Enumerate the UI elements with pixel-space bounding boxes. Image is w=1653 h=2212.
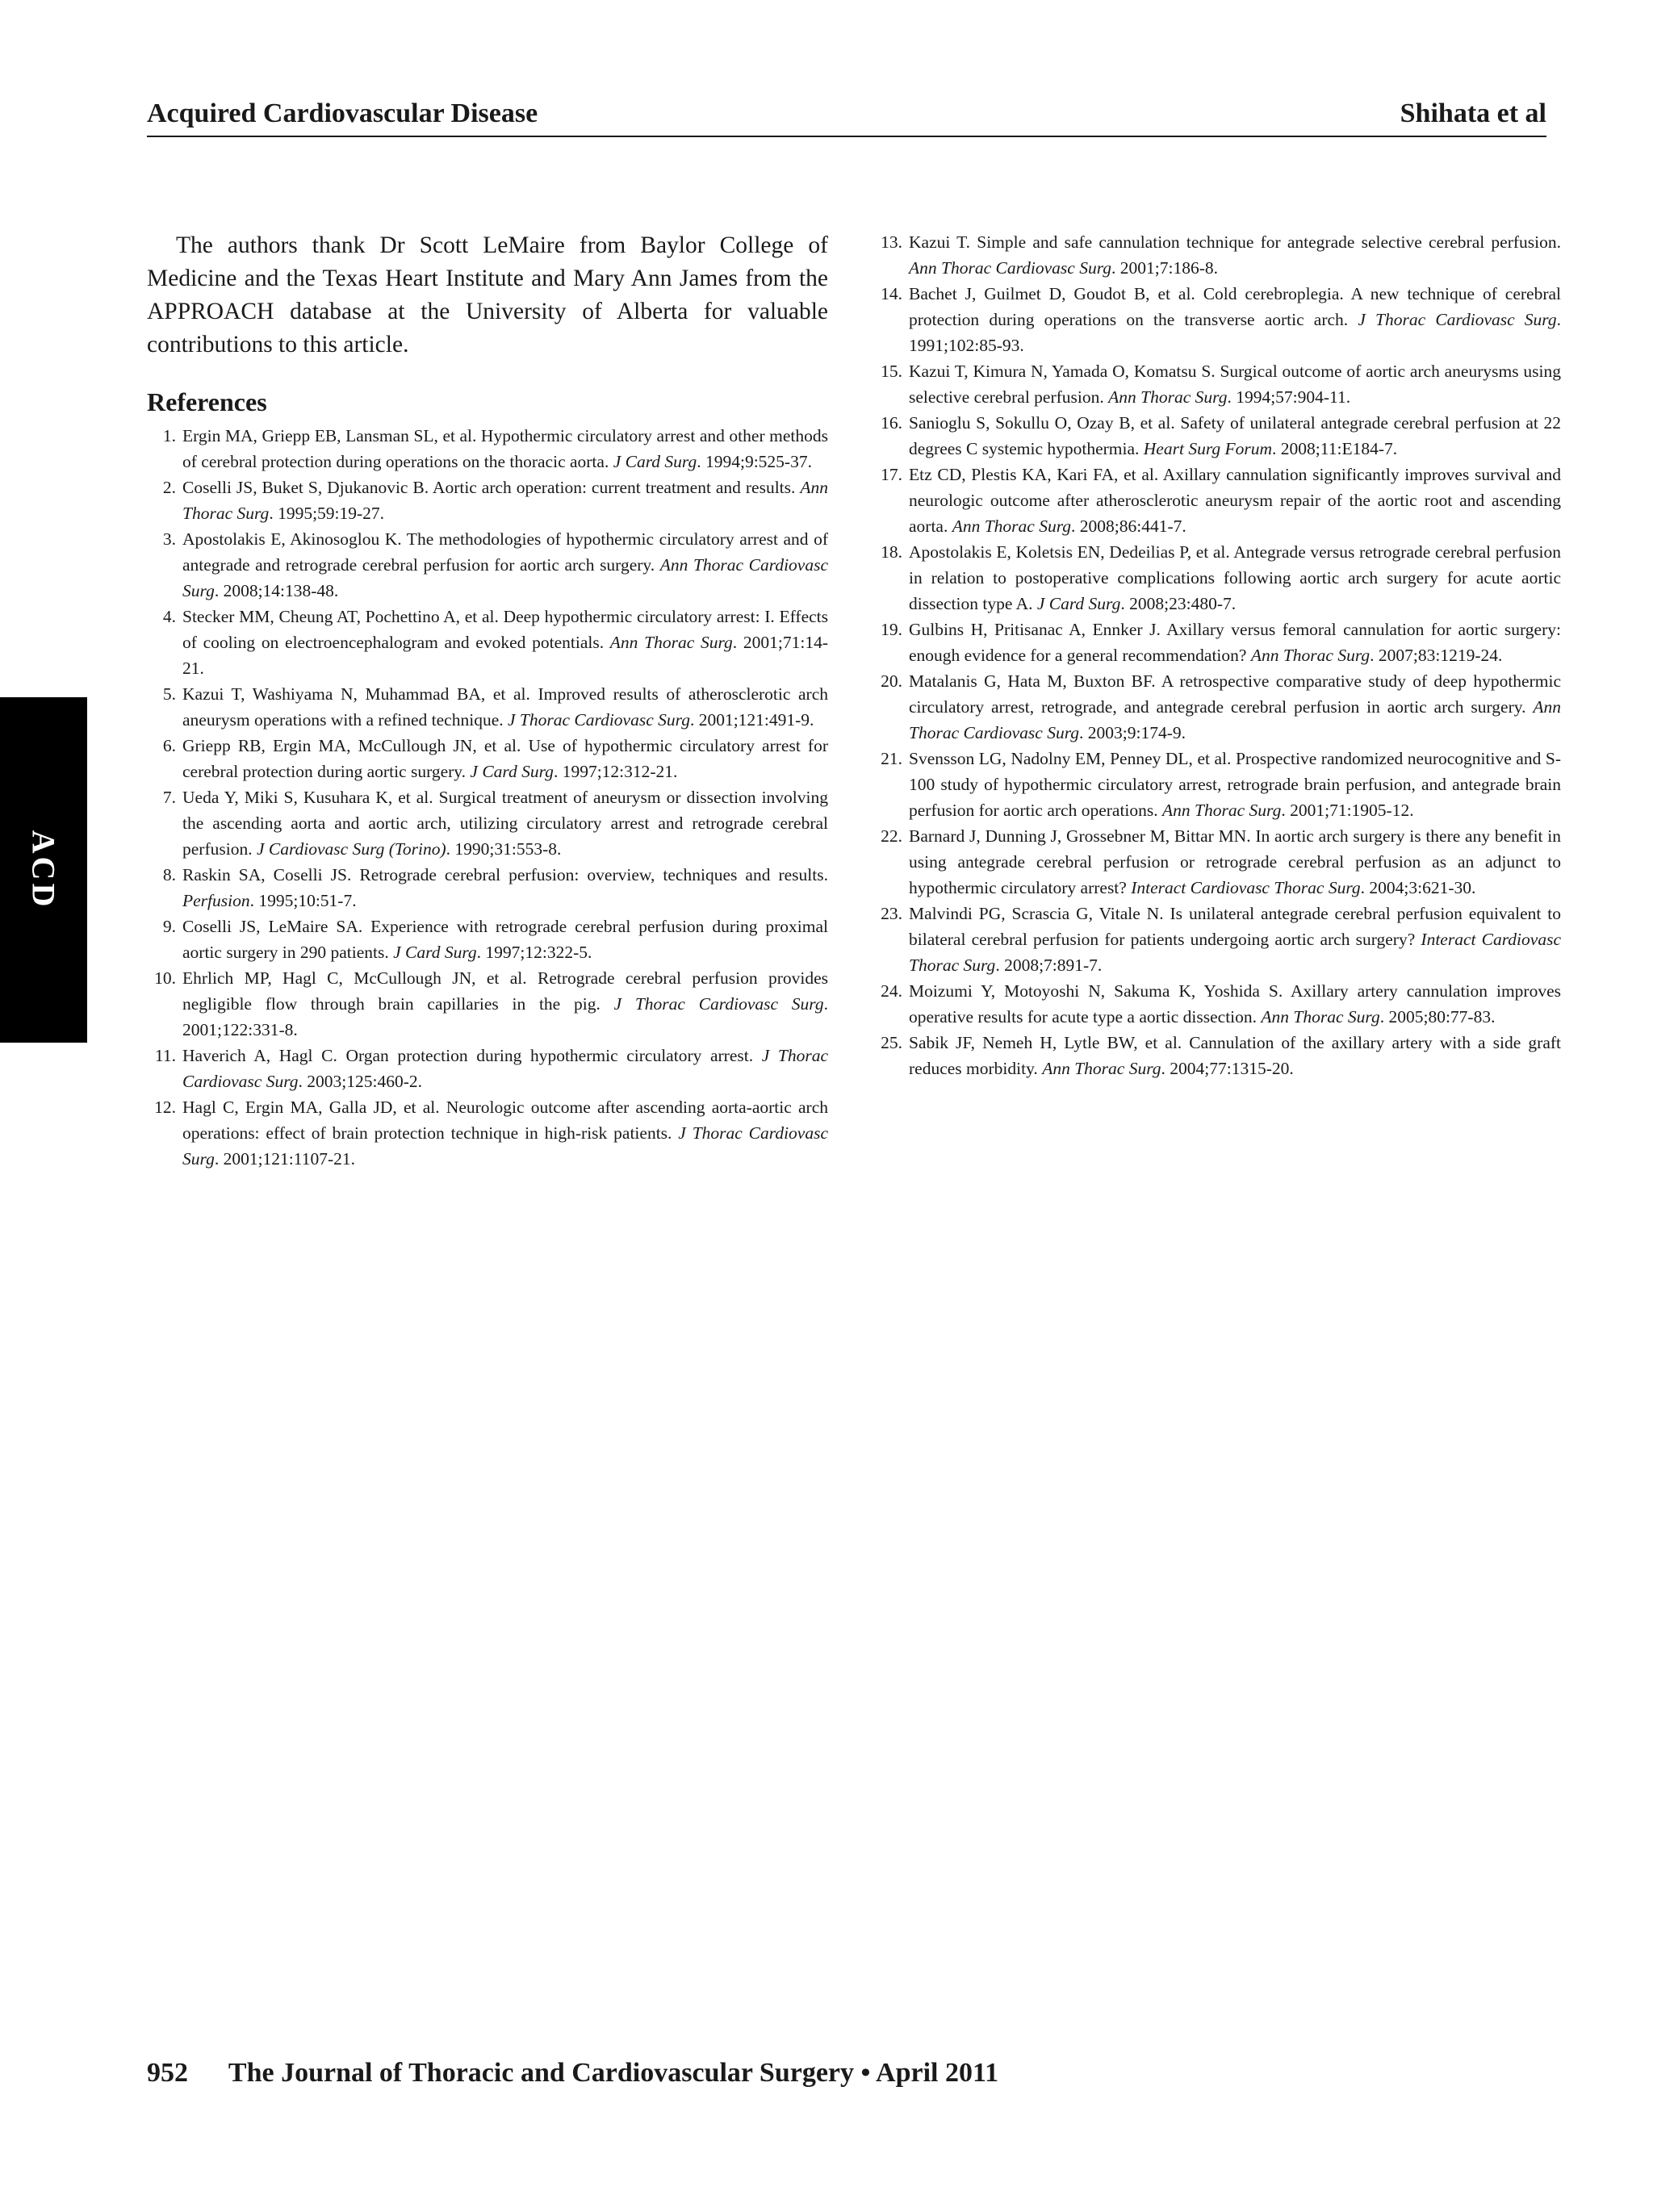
reference-text: Sanioglu S, Sokullu O, Ozay B, et al. Safety of unilateral antegrade cerebral perfusion at 22 degrees C systemic hypothermia. (909, 413, 1561, 458)
reference-item (873, 668, 1561, 746)
page-number: 952 (147, 2058, 188, 2088)
reference-citation: . 2001;71:14-21. (182, 633, 828, 678)
reference-item (147, 475, 828, 526)
reference-text: Coselli JS, LeMaire SA. Experience with retrograde cerebral perfusion during proximal aortic surgery in 290 patients. (182, 917, 828, 962)
reference-item (873, 1030, 1561, 1081)
reference-citation: . 2004;77:1315-20. (1161, 1059, 1294, 1078)
reference-citation: . 2004;3:621-30. (1360, 878, 1476, 897)
reference-journal: J Thorac Cardiovasc Surg (182, 1123, 829, 1169)
reference-citation: . 2007;83:1219-24. (1370, 646, 1503, 665)
reference-text: Barnard J, Dunning J, Grossebner M, Bittar MN. In aortic arch surgery is there any benefit in using antegrade cerebral perfusion or retrograde cerebral perfusion as an adjunct to hypothermic circulatory arrest? (909, 826, 1561, 897)
reference-number: 25. (881, 1033, 902, 1052)
reference-item (873, 229, 1561, 281)
reference-journal: J Card Surg (393, 943, 477, 962)
reference-number: 22. (881, 826, 902, 846)
reference-journal: Ann Thorac Surg (1108, 387, 1228, 407)
reference-text: Apostolakis E, Koletsis EN, Dedeilias P, et al. Antegrade versus retrograde cerebral perfusion in relation to postoperative complications following aortic arch surgery for acute aortic dissection type A. (909, 542, 1561, 613)
reference-number: 18. (881, 542, 902, 562)
reference-text: Gulbins H, Pritisanac A, Ennker J. Axillary versus femoral cannulation for aortic surgery: enough evidence for a general recommendation? (909, 620, 1561, 665)
reference-text: Kazui T, Washiyama N, Muhammad BA, et al. Improved results of atherosclerotic arch aneurysm operations with a refined technique. (182, 684, 828, 730)
reference-citation: . 2001;71:1905-12. (1281, 801, 1414, 820)
reference-number: 24. (881, 981, 902, 1001)
reference-text: Matalanis G, Hata M, Buxton BF. A retrospective comparative study of deep hypothermic circulatory arrest, retrograde, and antegrade cerebral perfusion in aortic arch surgery. (909, 671, 1561, 717)
reference-citation: . 2003;125:460-2. (298, 1072, 423, 1091)
reference-number: 8. (162, 865, 176, 884)
reference-citation: . 2001;121:1107-21. (214, 1149, 356, 1169)
right-column (873, 229, 1561, 1081)
reference-citation: . 2008;86:441-7. (1071, 516, 1186, 536)
reference-citation: . 1994;57:904-11. (1227, 387, 1351, 407)
reference-text: Etz CD, Plestis KA, Kari FA, et al. Axillary cannulation significantly improves survival and neurologic outcome after atherosclerotic aneurysm repair of the aortic root and ascending aorta. (909, 465, 1561, 536)
left-column (147, 229, 828, 1172)
reference-citation: . 2001;7:186-8. (1111, 258, 1219, 278)
reference-journal: Interact Cardiovasc Thorac Surg (909, 930, 1561, 975)
reference-journal: Ann Thorac Surg (182, 478, 828, 523)
reference-journal: Heart Surg Forum (1143, 439, 1273, 458)
side-tab-label: ACD (25, 830, 62, 910)
reference-item (147, 914, 828, 965)
reference-item (147, 965, 828, 1043)
reference-item (873, 823, 1561, 901)
reference-text: Moizumi Y, Motoyoshi N, Sakuma K, Yoshida S. Axillary artery cannulation improves operative results for acute type a aortic dissection. (909, 981, 1561, 1027)
reference-number: 2. (162, 478, 176, 497)
reference-item (147, 604, 828, 681)
reference-list-left (147, 423, 828, 1172)
reference-item (873, 746, 1561, 823)
reference-citation: . 1997;12:312-21. (553, 762, 678, 781)
reference-text: Griepp RB, Ergin MA, McCullough JN, et al. Use of hypothermic circulatory arrest for cerebral protection during aortic surgery. (182, 736, 828, 781)
reference-citation: . 2001;122:331-8. (182, 994, 828, 1039)
reference-text: Haverich A, Hagl C. Organ protection during hypothermic circulatory arrest. (182, 1046, 762, 1065)
reference-citation: . 1995;10:51-7. (249, 891, 357, 910)
reference-journal: Ann Thorac Surg (1042, 1059, 1161, 1078)
reference-list-right (873, 229, 1561, 1081)
reference-journal: Ann Thorac Surg (609, 633, 733, 652)
reference-text: Hagl C, Ergin MA, Galla JD, et al. Neurologic outcome after ascending aorta-aortic arch operations: effect of brain protection technique in high-risk patients. (182, 1098, 828, 1143)
reference-journal: J Cardiovasc Surg (Torino) (256, 839, 446, 859)
reference-number: 10. (154, 968, 176, 988)
reference-text: Ergin MA, Griepp EB, Lansman SL, et al. Hypothermic circulatory arrest and other methods of cerebral protection during operations on the thoracic aorta. (182, 426, 828, 471)
reference-number: 9. (162, 917, 176, 936)
reference-citation: . 1990;31:553-8. (446, 839, 562, 859)
reference-text: Kazui T. Simple and safe cannulation technique for antegrade selective cerebral perfusion. (909, 232, 1561, 252)
reference-item (873, 617, 1561, 668)
reference-number: 16. (881, 413, 902, 433)
reference-citation: . 2008;14:138-48. (214, 581, 339, 600)
reference-number: 3. (162, 529, 176, 549)
reference-number: 12. (154, 1098, 176, 1117)
reference-text: Svensson LG, Nadolny EM, Penney DL, et al. Prospective randomized neurocognitive and S-100 study of hypothermic circulatory arrest, retrograde brain perfusion, and antegrade brain perfusion for aortic arch operations. (909, 749, 1561, 820)
reference-item (147, 733, 828, 784)
reference-text: Stecker MM, Cheung AT, Pochettino A, et al. Deep hypothermic circulatory arrest: I. Effects of cooling on electroencephalogram and evoked potentials. (182, 607, 828, 652)
reference-journal: J Thorac Cardiovasc Surg (613, 994, 824, 1014)
reference-item (873, 358, 1561, 410)
reference-text: Ueda Y, Miki S, Kusuhara K, et al. Surgical treatment of aneurysm or dissection involving the ascending aorta and aortic arch, utilizing circulatory arrest and retrograde cerebral perfusion. (182, 788, 828, 859)
reference-number: 17. (881, 465, 902, 484)
running-authors: Shihata et al (1400, 98, 1546, 128)
page-footer (147, 2055, 998, 2095)
reference-text: Raskin SA, Coselli JS. Retrograde cerebral perfusion: overview, techniques and results. (182, 865, 828, 884)
reference-number: 6. (162, 736, 176, 755)
reference-number: 7. (162, 788, 176, 807)
reference-number: 1. (162, 426, 176, 445)
reference-citation: . 2003;9:174-9. (1079, 723, 1186, 742)
reference-journal: Ann Thorac Surg (1261, 1007, 1380, 1027)
reference-item (147, 681, 828, 733)
reference-text: Coselli JS, Buket S, Djukanovic B. Aortic arch operation: current treatment and results. (182, 478, 801, 497)
reference-citation: . 2008;7:891-7. (995, 955, 1103, 975)
reference-item (873, 539, 1561, 617)
reference-number: 13. (881, 232, 902, 252)
reference-item (147, 423, 828, 475)
reference-journal: J Card Surg (613, 452, 697, 471)
reference-number: 21. (881, 749, 902, 768)
reference-journal: Ann Thorac Cardiovasc Surg (182, 555, 828, 600)
references-heading: References (147, 387, 267, 416)
reference-citation: . 2001;121:491-9. (689, 710, 814, 730)
reference-item (873, 462, 1561, 539)
reference-citation: . 1991;102:85-93. (909, 310, 1561, 355)
reference-text: Sabik JF, Nemeh H, Lytle BW, et al. Cannulation of the axillary artery with a side graft reduces morbidity. (909, 1033, 1561, 1078)
reference-journal: Ann Thorac Cardiovasc Surg (909, 258, 1112, 278)
reference-journal: J Card Surg (1036, 594, 1121, 613)
reference-number: 14. (881, 284, 902, 303)
reference-text: Apostolakis E, Akinosoglou K. The methodologies of hypothermic circulatory arrest and of antegrade and retrograde cerebral perfusion for aortic arch surgery. (182, 529, 828, 575)
reference-journal: Ann Thorac Surg (952, 516, 1072, 536)
reference-number: 20. (881, 671, 902, 691)
reference-item (147, 862, 828, 914)
reference-number: 19. (881, 620, 902, 639)
reference-journal: J Thorac Cardiovasc Surg (182, 1046, 828, 1091)
reference-text: Kazui T, Kimura N, Yamada O, Komatsu S. Surgical outcome of aortic arch aneurysms using selective cerebral perfusion. (909, 362, 1561, 407)
reference-item (873, 978, 1561, 1030)
reference-item (147, 1094, 828, 1172)
reference-text: Ehrlich MP, Hagl C, McCullough JN, et al. Retrograde cerebral perfusion provides negligible flow through brain capillaries in the pig. (182, 968, 828, 1014)
reference-item (873, 410, 1561, 462)
reference-number: 4. (162, 607, 176, 626)
journal-footer: The Journal of Thoracic and Cardiovascular Surgery • April 2011 (228, 2058, 999, 2088)
reference-number: 11. (154, 1046, 176, 1065)
reference-text: Malvindi PG, Scrascia G, Vitale N. Is unilateral antegrade cerebral perfusion equivalent to bilateral cerebral perfusion for patients undergoing aortic arch surgery? (909, 904, 1561, 949)
acknowledgments: The authors thank Dr Scott LeMaire from Baylor College of Medicine and the Texas Heart Institute and Mary Ann James from the APPROACH database at the University of Alberta for valuable contributions to this article. (147, 232, 828, 358)
reference-journal: Ann Thorac Surg (1162, 801, 1282, 820)
reference-citation: . 2005;80:77-83. (1379, 1007, 1496, 1027)
reference-item (147, 1043, 828, 1094)
reference-number: 5. (162, 684, 176, 704)
section-side-tab (0, 697, 87, 1043)
section-title: Acquired Cardiovascular Disease (147, 98, 538, 128)
reference-journal: Ann Thorac Surg (1250, 646, 1371, 665)
reference-journal: J Card Surg (470, 762, 554, 781)
reference-journal: Perfusion (182, 891, 250, 910)
reference-item (147, 784, 828, 862)
running-head (147, 95, 1546, 137)
reference-number: 15. (881, 362, 902, 381)
reference-journal: Interact Cardiovasc Thorac Surg (1131, 878, 1361, 897)
reference-citation: . 2008;23:480-7. (1120, 594, 1237, 613)
reference-journal: Ann Thorac Cardiovasc Surg (909, 697, 1561, 742)
reference-citation: . 1997;12:322-5. (476, 943, 592, 962)
reference-citation: . 2008;11:E184-7. (1272, 439, 1398, 458)
reference-item (873, 901, 1561, 978)
reference-journal: J Thorac Cardiovasc Surg (508, 710, 690, 730)
reference-journal: J Thorac Cardiovasc Surg (1358, 310, 1557, 329)
reference-item (147, 526, 828, 604)
reference-citation: . 1994;9:525-37. (697, 452, 812, 471)
reference-item (873, 281, 1561, 358)
reference-number: 23. (881, 904, 902, 923)
reference-text: Bachet J, Guilmet D, Goudot B, et al. Cold cerebroplegia. A new technique of cerebral protection during operations on the transverse aortic arch. (909, 284, 1561, 329)
reference-citation: . 1995;59:19-27. (269, 504, 385, 523)
